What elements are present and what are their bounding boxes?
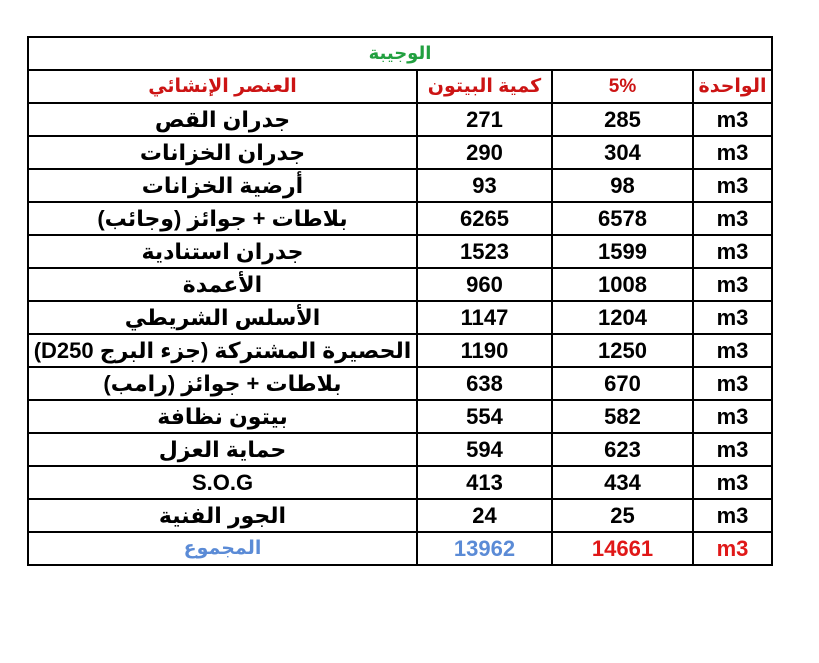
row-element: الحصيرة المشتركة (جزء البرج D250) [28, 334, 417, 367]
table-row [28, 103, 772, 136]
table-row [28, 400, 772, 433]
row-quantity: 6265 [417, 202, 552, 235]
table-title: الوجيبة [28, 37, 772, 70]
table-row [28, 433, 772, 466]
header-element: العنصر الإنشائي [28, 70, 417, 103]
concrete-quantities-table [27, 36, 773, 566]
row-unit: m3 [693, 499, 772, 532]
row-unit: m3 [693, 433, 772, 466]
row-percent: 623 [552, 433, 693, 466]
row-element: الجور الفنية [28, 499, 417, 532]
table-row [28, 367, 772, 400]
total-quantity: 13962 [417, 532, 552, 565]
row-percent: 434 [552, 466, 693, 499]
total-unit: m3 [693, 532, 772, 565]
total-row [28, 532, 772, 565]
row-unit: m3 [693, 202, 772, 235]
row-quantity: 1523 [417, 235, 552, 268]
table-row [28, 466, 772, 499]
row-percent: 98 [552, 169, 693, 202]
row-quantity: 1147 [417, 301, 552, 334]
row-percent: 25 [552, 499, 693, 532]
row-unit: m3 [693, 136, 772, 169]
row-percent: 1204 [552, 301, 693, 334]
row-element: S.O.G [28, 466, 417, 499]
total-label: المجموع [28, 532, 417, 565]
row-quantity: 960 [417, 268, 552, 301]
row-unit: m3 [693, 301, 772, 334]
row-element: أرضية الخزانات [28, 169, 417, 202]
row-element: جدران القص [28, 103, 417, 136]
row-percent: 1008 [552, 268, 693, 301]
table-row [28, 334, 772, 367]
row-element: الأسلس الشريطي [28, 301, 417, 334]
row-quantity: 1190 [417, 334, 552, 367]
header-quantity: كمية البيتون [417, 70, 552, 103]
row-element: حماية العزل [28, 433, 417, 466]
header-percent: 5% [552, 70, 693, 103]
row-element: بلاطات + جوائز (رامب) [28, 367, 417, 400]
row-element: بيتون نظافة [28, 400, 417, 433]
row-quantity: 554 [417, 400, 552, 433]
table-row [28, 499, 772, 532]
row-percent: 304 [552, 136, 693, 169]
header-row [28, 70, 772, 103]
total-percent: 14661 [552, 532, 693, 565]
table-row [28, 202, 772, 235]
table-row [28, 136, 772, 169]
header-unit: الواحدة [693, 70, 772, 103]
row-element: الأعمدة [28, 268, 417, 301]
row-percent: 1250 [552, 334, 693, 367]
row-percent: 1599 [552, 235, 693, 268]
row-unit: m3 [693, 466, 772, 499]
row-unit: m3 [693, 334, 772, 367]
row-percent: 6578 [552, 202, 693, 235]
table-row [28, 268, 772, 301]
row-unit: m3 [693, 103, 772, 136]
row-element: جدران استنادية [28, 235, 417, 268]
title-row [28, 37, 772, 70]
table-row [28, 235, 772, 268]
row-quantity: 594 [417, 433, 552, 466]
row-percent: 670 [552, 367, 693, 400]
row-quantity: 271 [417, 103, 552, 136]
row-quantity: 290 [417, 136, 552, 169]
table-row [28, 169, 772, 202]
row-quantity: 93 [417, 169, 552, 202]
row-percent: 582 [552, 400, 693, 433]
row-element: جدران الخزانات [28, 136, 417, 169]
row-unit: m3 [693, 400, 772, 433]
row-percent: 285 [552, 103, 693, 136]
row-unit: m3 [693, 235, 772, 268]
row-quantity: 24 [417, 499, 552, 532]
row-quantity: 413 [417, 466, 552, 499]
row-quantity: 638 [417, 367, 552, 400]
row-element: بلاطات + جوائز (وجائب) [28, 202, 417, 235]
row-unit: m3 [693, 367, 772, 400]
row-unit: m3 [693, 169, 772, 202]
table-row [28, 301, 772, 334]
row-unit: m3 [693, 268, 772, 301]
